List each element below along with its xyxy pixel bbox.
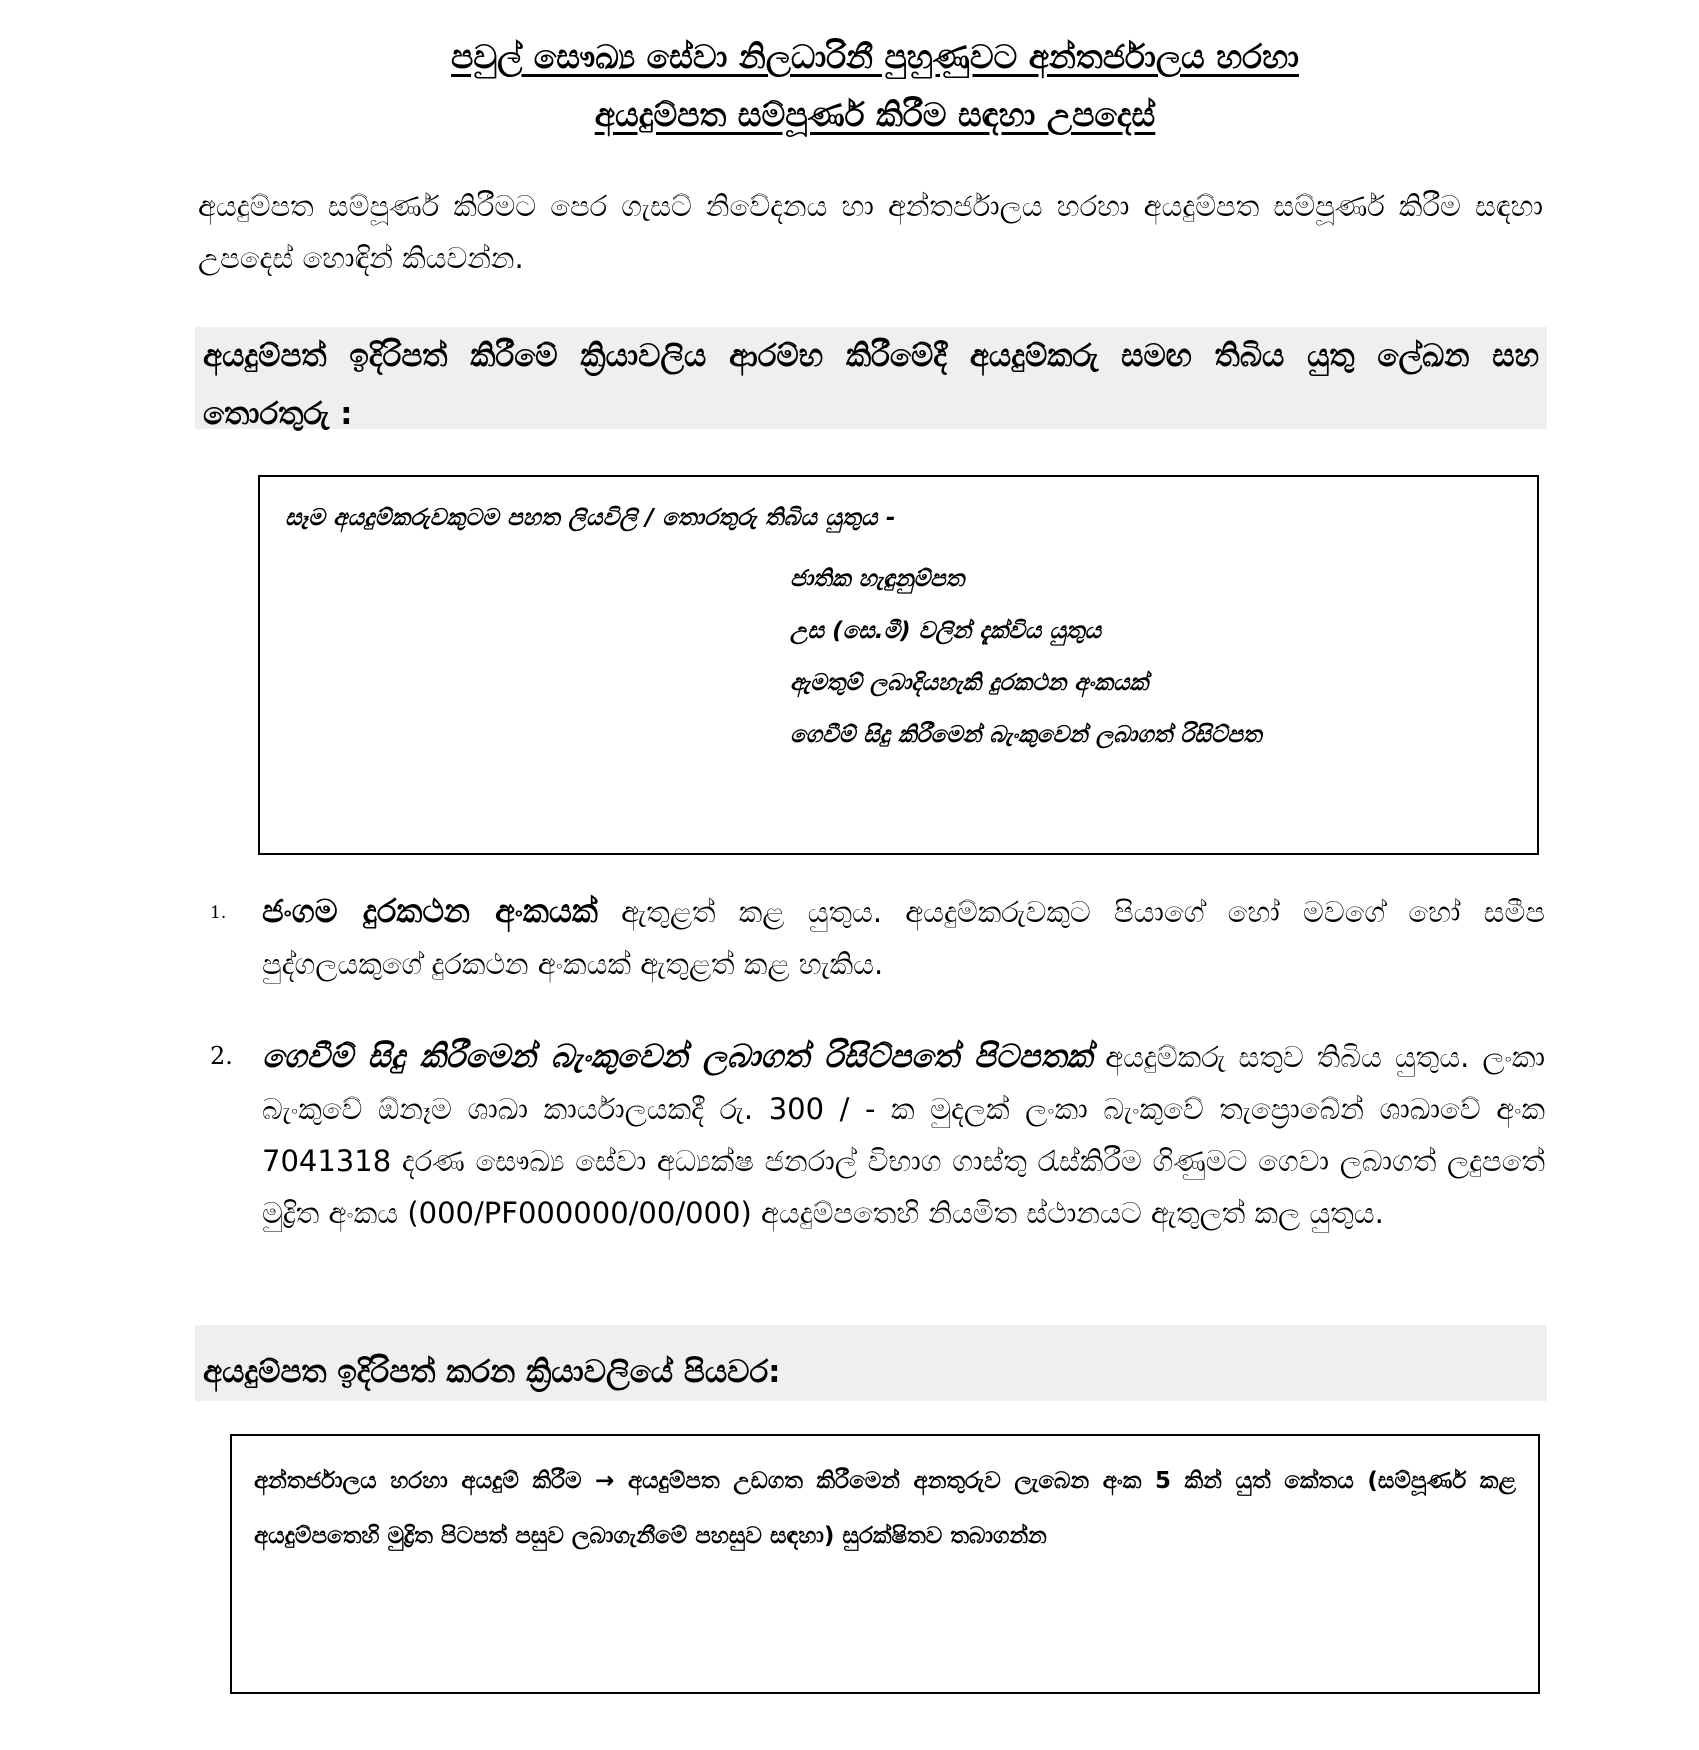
list-number: 2.	[210, 1042, 233, 1070]
submission-steps-box	[230, 1434, 1540, 1694]
document-item: ගෙවීම් සිදු කිරීමෙන් බැංකුවෙන් ලබාගත් රිසිට්පත	[790, 722, 1262, 748]
document-item: උස (සෙ.මී) වලින් දැක්විය යුතුය	[790, 618, 1102, 644]
document-item: ඇමතුම් ලබාදියහැකි දුරකථන අංකයක්	[790, 670, 1149, 696]
intro-paragraph: අයදුම්පත සම්පූර්ණ කිරීමට පෙර ගැසට් නිවේදනය හා අන්තර්ජාලය හරහා අයදුම්පත සම්පූර්ණ කිරීම සඳහා උපදෙස් හොඳින් කියවන්න.	[198, 189, 1543, 275]
section-heading-required-documents: අයදුම්පත් ඉදිරිපත් කිරීමේ ක්‍රියාවලිය ආරම්භ කිරීමේදී අයදුම්කරු සමඟ තිබිය යුතු ලේඛන සහ තොරතුරු :	[195, 327, 1547, 429]
list-number: 1.	[210, 903, 227, 923]
list-item-text: ඇතුළත් කළ යුතුය. අයදුම්කරුවකුට පියාගේ හෝ මවගේ හෝ සමීප පුද්ගලයකුගේ දුරකථන අංකයක් ඇතුළත් කළ හැකිය.	[262, 895, 1545, 981]
list-item-phone-number	[210, 885, 1545, 990]
page-title	[250, 28, 1500, 144]
required-documents-box	[258, 475, 1539, 855]
list-item-payment-receipt	[210, 1030, 1545, 1239]
document-item: ජාතික හැඳුනුම්පත	[790, 566, 965, 592]
list-item-emphasis: ගෙවීම් සිදු කිරීමෙන් බැංකුවෙන් ලබාගත් රිසිට්පතේ පිටපතක්	[262, 1037, 1093, 1075]
required-documents-lead: සෑම අයදුම්කරුවකුටම පහත ලියවිලි / තොරතුරු තිබිය යුතුය -	[285, 505, 896, 531]
section-heading-submission-steps: අයදුම්පත ඉදිරිපත් කරන ක්‍රියාවලියේ පියවර:	[195, 1325, 1547, 1401]
list-item-emphasis: ජංගම දුරකථන අංකයක්	[262, 892, 598, 930]
list-item-text: අයදුම්කරු සතුව තිබිය යුතුය. ලංකා බැංකුවේ ඕනෑම ශාඛා කාර්යාලයකදී රු. 300 / - ක මුදලක් ලංකා බැංකුවේ තැප්‍රොබේන් ශාඛාවේ අංක 7041318 දරණ සෞඛ්‍ය සේවා අධ්‍යක්ෂ ජනරාල් විභාග ගාස්තු රැස්කිරීම ගිණුමට ගෙවා ලබාගත් ලදුපතේ මුද්‍රිත අංකය (000/PF000000/00/000) අයදුම්පතෙහි නියමිත ස්ථානයට ඇතුලත් කල යුතුය.	[262, 1040, 1545, 1230]
submission-step-text: අන්තර්ජාලය හරහා අයදුම් කිරීම → අයදුම්පත උඩගත කිරීමෙන් අනතුරුව ලැබෙන අංක 5 කින් යුත් කේතය (සම්පූර්ණ කළ අයදුම්පතෙහි මුද්‍රිත පිටපත් පසුව ලබාගැනීමේ පහසුව සඳහා) සුරක්ෂිතව තබාගන්න	[254, 1468, 1516, 1549]
required-documents-list	[790, 553, 1262, 761]
title-line-1: පවුල් සෞඛ්‍ය සේවා නිලධාරිනී පුහුණුවට අන්තර්ජාලය හරහා	[451, 37, 1299, 76]
title-line-2: අයදුම්පත සම්පූර්ණ කිරීම සඳහා උපදෙස්	[594, 95, 1156, 134]
